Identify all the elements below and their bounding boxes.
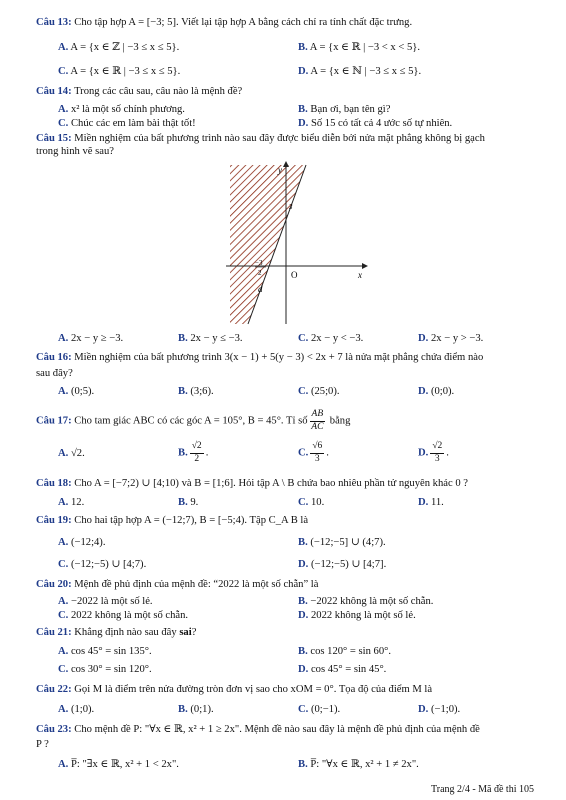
option-label: A. <box>58 759 69 770</box>
option-a[interactable] <box>58 448 85 460</box>
option-fraction <box>430 442 444 464</box>
option-label: D. <box>298 610 309 621</box>
option-c[interactable] <box>58 66 180 78</box>
option-text: (−12;−5) ∪ [4;7). <box>70 559 147 570</box>
x-intercept-num: −3 <box>255 259 263 267</box>
y-label: y <box>278 165 282 175</box>
option-text: 2x − y ≥ −3. <box>70 333 124 344</box>
option-text: (−12;−5] ∪ (4;7). <box>310 537 386 548</box>
option-text: A = {x ∈ ℤ | −3 ≤ x ≤ 5}. <box>70 42 180 53</box>
option-label: A. <box>58 646 69 657</box>
option-text: 11. <box>430 497 444 508</box>
question-text: Cho tam giác ABC có các góc A = 105°, B = 45°. Tỉ số <box>74 415 308 427</box>
option-label: A. <box>58 333 69 344</box>
option-label: C. <box>58 66 69 77</box>
option-d[interactable] <box>418 497 444 509</box>
option-label: B. <box>298 646 308 657</box>
option-label: D. <box>298 559 309 570</box>
option-text: cos 30° = sin 120°. <box>70 664 152 675</box>
option-text: 2x − y > −3. <box>430 333 484 344</box>
question-number: Câu 19: <box>36 515 72 526</box>
option-b[interactable] <box>178 386 214 398</box>
fraction-denominator: 3 <box>314 453 320 464</box>
option-c[interactable] <box>58 559 146 571</box>
option-text: cos 45° = sin 135°. <box>70 646 152 657</box>
option-c[interactable] <box>298 704 340 716</box>
option-label: A. <box>58 448 69 459</box>
option-b[interactable]: B. $\frac{√2}{2}$ . <box>178 441 209 464</box>
y-intercept-label: 3 <box>289 203 293 211</box>
option-c[interactable] <box>58 610 188 622</box>
option-text: (−1;0). <box>430 704 461 715</box>
question-number: Câu 15: <box>36 133 72 144</box>
option-label: D. <box>418 497 429 508</box>
question-text: Mệnh đề phủ định của mệnh đề: “2022 là một số chẵn” là <box>74 579 319 590</box>
question-text: Cho mệnh đề P: "∀x ∈ ℝ, x² + 1 ≥ 2x". Mệnh đề nào sau đây là mệnh đề phủ định của mệnh đề <box>74 724 480 735</box>
option-a[interactable] <box>58 704 94 716</box>
option-text: 9. <box>190 497 199 508</box>
half-plane-graph <box>222 160 372 330</box>
option-d[interactable] <box>418 704 460 716</box>
option-label: B. <box>178 704 188 715</box>
fraction-denominator: 3 <box>434 453 440 464</box>
option-text: −2022 không là một số chẵn. <box>310 596 434 607</box>
question-mark: ? <box>191 627 197 638</box>
question-20 <box>36 579 318 591</box>
option-text: x² là một số chính phương. <box>70 104 185 115</box>
question-text: Trong các câu sau, câu nào là mệnh đề? <box>74 86 243 97</box>
option-text: √2. <box>70 448 85 459</box>
option-text: A = {x ∈ ℝ | −3 ≤ x ≤ 5}. <box>70 66 181 77</box>
option-text: A = {x ∈ ℝ | −3 < x < 5}. <box>309 42 421 53</box>
option-label: B. <box>298 104 308 115</box>
option-d[interactable] <box>298 559 386 571</box>
question-number: Câu 14: <box>36 86 72 97</box>
option-b[interactable] <box>178 704 214 716</box>
page-footer: Trang 2/4 - Mã đề thi 105 <box>431 784 534 795</box>
option-label: B. <box>178 497 188 508</box>
question-number: Câu 13: <box>36 17 72 28</box>
option-b[interactable] <box>298 646 391 658</box>
option-label: A. <box>58 386 69 397</box>
question-22 <box>36 684 432 696</box>
option-c[interactable] <box>298 386 340 398</box>
option-label: D. <box>418 704 429 715</box>
option-label: A. <box>58 497 69 508</box>
option-c[interactable] <box>58 118 196 130</box>
option-c[interactable] <box>298 497 324 509</box>
option-b[interactable] <box>298 759 419 771</box>
option-label: D. <box>418 447 429 459</box>
question-18 <box>36 478 468 490</box>
fraction-numerator: √6 <box>310 442 324 454</box>
option-label: C. <box>298 333 309 344</box>
option-b[interactable] <box>298 537 386 549</box>
option-c[interactable]: C. $\frac{√6}{3}$ . <box>298 441 329 464</box>
option-text: (−12;−5) ∪ [4;7]. <box>310 559 387 570</box>
fraction-denominator: AC <box>311 421 324 432</box>
option-d[interactable] <box>298 610 416 622</box>
fraction-numerator: AB <box>310 410 326 422</box>
option-fraction <box>190 442 204 464</box>
question-13 <box>36 17 412 29</box>
question-number: Câu 20: <box>36 579 72 590</box>
option-label: D. <box>418 333 429 344</box>
option-label: C. <box>298 497 309 508</box>
option-text: (0;5). <box>70 386 95 397</box>
option-text: −2022 là một số lẻ. <box>70 596 153 607</box>
option-text: 2022 không là một số chẵn. <box>70 610 189 621</box>
option-label: C. <box>58 610 69 621</box>
option-text: cos 120° = sin 60°. <box>310 646 392 657</box>
option-label: B. <box>178 333 188 344</box>
option-text: 12. <box>70 497 85 508</box>
option-label: C. <box>58 559 69 570</box>
option-text: P̅: "∃x ∈ ℝ, x² + 1 < 2x". <box>70 759 179 770</box>
option-b[interactable] <box>298 104 390 116</box>
question-text: Miền nghiệm của bất phương trình 3(x − 1) + 5(y − 3) < 2x + 7 là nửa mặt phẳng chứa điểm nào <box>74 352 484 363</box>
option-text: (25;0). <box>310 386 340 397</box>
option-a[interactable] <box>58 104 185 116</box>
question-text: Cho hai tập hợp A = (−12;7), B = [−5;4). Tập C_A B là <box>74 515 309 526</box>
option-label: B. <box>298 596 308 607</box>
question-number: Câu 22: <box>36 684 72 695</box>
option-label: C. <box>58 118 69 129</box>
option-label: C. <box>298 386 309 397</box>
option-a[interactable] <box>58 596 153 608</box>
option-b[interactable] <box>298 42 420 54</box>
option-label: A. <box>58 704 69 715</box>
fraction-numerator: √2 <box>430 442 444 454</box>
question-text-cont: trong hình vẽ sau? <box>36 146 114 157</box>
option-d[interactable] <box>418 333 483 345</box>
ratio-fraction <box>310 410 326 432</box>
question-19 <box>36 515 308 527</box>
option-d[interactable] <box>298 66 421 78</box>
option-text: Bạn ơi, bạn tên gì? <box>310 104 391 115</box>
question-text: Gọi M là điểm trên nửa đường tròn đơn vị sao cho xOM = 0°. Tọa độ của điểm M là <box>74 684 433 695</box>
question-23 <box>36 724 480 736</box>
question-number: Câu 21: <box>36 627 72 638</box>
option-c[interactable] <box>58 664 152 676</box>
option-label: D. <box>418 386 429 397</box>
option-label: D. <box>298 118 309 129</box>
question-text-cont: P ? <box>36 739 49 750</box>
question-15 <box>36 133 485 145</box>
question-text-end: bằng <box>329 415 351 427</box>
option-b[interactable] <box>178 497 198 509</box>
option-label: B. <box>298 42 308 53</box>
option-c[interactable] <box>298 333 363 345</box>
question-text: Cho tập hợp A = [−3; 5]. Viết lại tập hợp A bằng cách chỉ ra tính chất đặc trưng. <box>74 17 413 28</box>
option-text: Số 15 có tất cả 4 ước số tự nhiên. <box>310 118 453 129</box>
option-label: B. <box>178 447 188 459</box>
option-text: (0;0). <box>430 386 455 397</box>
question-17 <box>36 410 350 432</box>
x-axis-arrow <box>362 263 368 269</box>
question-text: Cho A = [−7;2) ∪ [4;10) và B = [1;6]. Hỏi tập A \ B chứa bao nhiêu phần tử nguyên khác 0 ? <box>74 478 468 489</box>
origin-label: O <box>291 270 298 280</box>
option-b[interactable] <box>298 596 433 608</box>
option-text: (−12;4). <box>70 537 106 548</box>
option-label: A. <box>58 596 69 607</box>
option-a[interactable] <box>58 759 179 771</box>
option-d[interactable] <box>418 386 454 398</box>
x-intercept-den: 2 <box>258 269 262 277</box>
line-label-d: d <box>258 284 263 294</box>
option-b[interactable] <box>178 333 243 345</box>
x-label: x <box>358 270 362 280</box>
option-d[interactable] <box>298 118 452 130</box>
option-a[interactable] <box>58 42 179 54</box>
option-label: B. <box>298 759 308 770</box>
option-text: (1;0). <box>70 704 95 715</box>
option-text: cos 45° = sin 45°. <box>310 664 387 675</box>
option-a[interactable] <box>58 646 152 658</box>
option-d[interactable]: D. $\frac{√2}{3}$ . <box>418 441 449 464</box>
option-text: Chúc các em làm bài thật tốt! <box>70 118 196 129</box>
question-text: Miền nghiệm của bất phương trình nào sau đây được biểu diễn bởi nửa mặt phẳng không bị gạch <box>74 133 485 144</box>
option-a[interactable] <box>58 386 94 398</box>
option-text: (0;1). <box>190 704 214 715</box>
option-label: A. <box>58 537 69 548</box>
option-text: P̅: "∀x ∈ ℝ, x² + 1 ≠ 2x". <box>310 759 419 770</box>
question-16 <box>36 352 483 364</box>
option-a[interactable] <box>58 333 123 345</box>
y-axis-arrow <box>283 161 289 167</box>
question-number: Câu 18: <box>36 478 72 489</box>
option-label: C. <box>58 664 69 675</box>
option-text: (0;−1). <box>310 704 341 715</box>
option-label: B. <box>298 537 308 548</box>
option-text: 2x − y < −3. <box>310 333 364 344</box>
option-text: 2022 không là một số lẻ. <box>310 610 416 621</box>
question-14 <box>36 86 242 98</box>
fraction-numerator: √2 <box>190 442 204 454</box>
emphasis-word: sai <box>179 627 192 638</box>
option-label: C. <box>298 447 309 459</box>
option-a[interactable] <box>58 497 84 509</box>
option-label: B. <box>178 386 188 397</box>
question-text: Khẳng định nào sau đây <box>74 627 177 638</box>
option-fraction <box>310 442 324 464</box>
fraction-denominator: 2 <box>194 453 200 464</box>
question-number: Câu 16: <box>36 352 72 363</box>
option-label: C. <box>298 704 309 715</box>
hatched-region <box>230 165 306 324</box>
option-label: A. <box>58 42 69 53</box>
option-label: D. <box>298 66 309 77</box>
option-d[interactable] <box>298 664 386 676</box>
option-a[interactable] <box>58 537 105 549</box>
question-number: Câu 23: <box>36 724 72 735</box>
option-text: A = {x ∈ ℕ | −3 ≤ x ≤ 5}. <box>310 66 422 77</box>
question-21 <box>36 627 196 639</box>
option-label: A. <box>58 104 69 115</box>
question-text-cont: sau đây? <box>36 368 73 379</box>
option-text: 2x − y ≤ −3. <box>190 333 243 344</box>
option-text: 10. <box>310 497 325 508</box>
option-text: (3;6). <box>190 386 214 397</box>
option-label: D. <box>298 664 309 675</box>
question-number: Câu 17: <box>36 415 72 427</box>
